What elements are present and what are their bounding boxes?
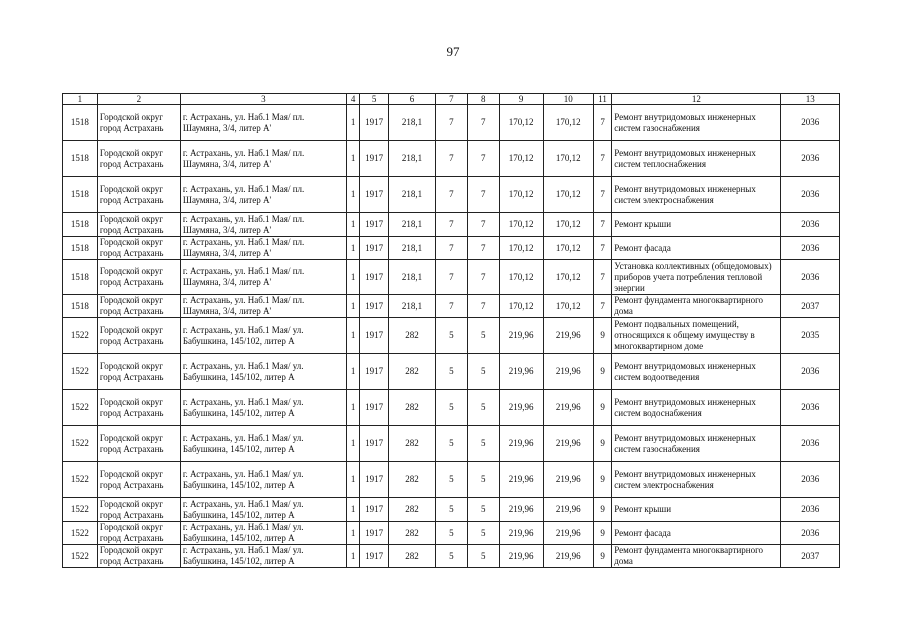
house-id-cell: 1522 — [63, 318, 98, 354]
table-row — [63, 237, 840, 260]
address-cell: г. Астрахань, ул. Наб.1 Мая/ ул. Бабушкина, 145/102, литер А — [180, 426, 346, 462]
column-header: 12 — [612, 94, 781, 105]
house-id-cell: 1522 — [63, 390, 98, 426]
col11-cell: 9 — [593, 390, 611, 426]
col4-cell: 1 — [346, 498, 359, 522]
col10-cell: 219,96 — [543, 426, 593, 462]
col11-cell: 9 — [593, 522, 611, 545]
municipality-cell: Городской округ город Астрахань — [97, 105, 180, 141]
area-cell: 282 — [388, 354, 435, 390]
municipality-cell: Городской округ город Астрахань — [97, 177, 180, 213]
table-row — [63, 260, 840, 295]
year-built-cell: 1917 — [360, 260, 389, 295]
year-built-cell: 1917 — [360, 213, 389, 237]
year-built-cell: 1917 — [360, 390, 389, 426]
year-built-cell: 1917 — [360, 105, 389, 141]
column-header: 11 — [593, 94, 611, 105]
column-header: 5 — [360, 94, 389, 105]
address-cell: г. Астрахань, ул. Наб.1 Мая/ пл. Шаумяна, 3/4, литер А' — [180, 237, 346, 260]
col8-cell: 5 — [467, 522, 499, 545]
col9-cell: 170,12 — [499, 177, 543, 213]
col11-cell: 9 — [593, 462, 611, 498]
col10-cell: 170,12 — [543, 295, 593, 318]
address-cell: г. Астрахань, ул. Наб.1 Мая/ ул. Бабушкина, 145/102, литер А — [180, 354, 346, 390]
address-cell: г. Астрахань, ул. Наб.1 Мая/ пл. Шаумяна, 3/4, литер А' — [180, 177, 346, 213]
work-type-cell: Ремонт внутридомовых инженерных систем газоснабжения — [612, 426, 781, 462]
planned-year-cell: 2035 — [781, 318, 840, 354]
year-built-cell: 1917 — [360, 141, 389, 177]
area-cell: 218,1 — [388, 295, 435, 318]
year-built-cell: 1917 — [360, 177, 389, 213]
table-row — [63, 498, 840, 522]
area-cell: 218,1 — [388, 177, 435, 213]
col10-cell: 170,12 — [543, 141, 593, 177]
column-header: 6 — [388, 94, 435, 105]
house-id-cell: 1522 — [63, 545, 98, 568]
col4-cell: 1 — [346, 462, 359, 498]
col9-cell: 219,96 — [499, 545, 543, 568]
municipality-cell: Городской округ город Астрахань — [97, 260, 180, 295]
work-type-cell: Ремонт внутридомовых инженерных систем теплоснабжения — [612, 141, 781, 177]
register-table — [62, 93, 840, 568]
planned-year-cell: 2036 — [781, 237, 840, 260]
col7-cell: 5 — [436, 390, 468, 426]
table-row — [63, 522, 840, 545]
area-cell: 218,1 — [388, 105, 435, 141]
address-cell: г. Астрахань, ул. Наб.1 Мая/ пл. Шаумяна, 3/4, литер А' — [180, 105, 346, 141]
table-row — [63, 354, 840, 390]
address-cell: г. Астрахань, ул. Наб.1 Мая/ ул. Бабушкина, 145/102, литер А — [180, 318, 346, 354]
municipality-cell: Городской округ город Астрахань — [97, 354, 180, 390]
planned-year-cell: 2036 — [781, 498, 840, 522]
column-header: 9 — [499, 94, 543, 105]
col9-cell: 219,96 — [499, 522, 543, 545]
column-header: 8 — [467, 94, 499, 105]
house-id-cell: 1522 — [63, 498, 98, 522]
col9-cell: 219,96 — [499, 390, 543, 426]
col7-cell: 5 — [436, 498, 468, 522]
col4-cell: 1 — [346, 237, 359, 260]
area-cell: 218,1 — [388, 141, 435, 177]
area-cell: 218,1 — [388, 260, 435, 295]
house-id-cell: 1518 — [63, 260, 98, 295]
column-header: 2 — [97, 94, 180, 105]
work-type-cell: Ремонт фасада — [612, 522, 781, 545]
col11-cell: 9 — [593, 426, 611, 462]
area-cell: 282 — [388, 545, 435, 568]
address-cell: г. Астрахань, ул. Наб.1 Мая/ пл. Шаумяна, 3/4, литер А' — [180, 141, 346, 177]
work-type-cell: Ремонт подвальных помещений, относящихся к общему имуществу в многоквартирном доме — [612, 318, 781, 354]
year-built-cell: 1917 — [360, 498, 389, 522]
col8-cell: 7 — [467, 105, 499, 141]
col8-cell: 5 — [467, 390, 499, 426]
col9-cell: 170,12 — [499, 295, 543, 318]
col9-cell: 170,12 — [499, 213, 543, 237]
work-type-cell: Ремонт фундамента многоквартирного дома — [612, 545, 781, 568]
column-number-row — [63, 94, 840, 105]
col9-cell: 219,96 — [499, 462, 543, 498]
col9-cell: 219,96 — [499, 426, 543, 462]
municipality-cell: Городской округ город Астрахань — [97, 522, 180, 545]
area-cell: 282 — [388, 462, 435, 498]
area-cell: 282 — [388, 498, 435, 522]
municipality-cell: Городской округ город Астрахань — [97, 545, 180, 568]
col8-cell: 5 — [467, 354, 499, 390]
col11-cell: 7 — [593, 295, 611, 318]
col10-cell: 170,12 — [543, 237, 593, 260]
col4-cell: 1 — [346, 426, 359, 462]
col9-cell: 219,96 — [499, 498, 543, 522]
col10-cell: 219,96 — [543, 462, 593, 498]
work-type-cell: Ремонт внутридомовых инженерных систем водоотведения — [612, 354, 781, 390]
col11-cell: 7 — [593, 141, 611, 177]
col8-cell: 5 — [467, 462, 499, 498]
area-cell: 282 — [388, 522, 435, 545]
planned-year-cell: 2036 — [781, 141, 840, 177]
col8-cell: 7 — [467, 295, 499, 318]
col4-cell: 1 — [346, 522, 359, 545]
col10-cell: 219,96 — [543, 498, 593, 522]
col4-cell: 1 — [346, 318, 359, 354]
col4-cell: 1 — [346, 354, 359, 390]
col4-cell: 1 — [346, 177, 359, 213]
municipality-cell: Городской округ город Астрахань — [97, 318, 180, 354]
col11-cell: 7 — [593, 177, 611, 213]
table-body — [63, 105, 840, 568]
col8-cell: 5 — [467, 498, 499, 522]
table-row — [63, 177, 840, 213]
year-built-cell: 1917 — [360, 354, 389, 390]
work-type-cell: Ремонт внутридомовых инженерных систем водоснабжения — [612, 390, 781, 426]
col4-cell: 1 — [346, 545, 359, 568]
col8-cell: 7 — [467, 260, 499, 295]
col4-cell: 1 — [346, 141, 359, 177]
col8-cell: 7 — [467, 237, 499, 260]
municipality-cell: Городской округ город Астрахань — [97, 498, 180, 522]
table-row — [63, 462, 840, 498]
col4-cell: 1 — [346, 260, 359, 295]
col9-cell: 170,12 — [499, 141, 543, 177]
col11-cell: 7 — [593, 105, 611, 141]
col9-cell: 170,12 — [499, 260, 543, 295]
address-cell: г. Астрахань, ул. Наб.1 Мая/ пл. Шаумяна, 3/4, литер А' — [180, 295, 346, 318]
year-built-cell: 1917 — [360, 522, 389, 545]
planned-year-cell: 2036 — [781, 105, 840, 141]
column-header: 7 — [436, 94, 468, 105]
col11-cell: 7 — [593, 213, 611, 237]
planned-year-cell: 2036 — [781, 426, 840, 462]
address-cell: г. Астрахань, ул. Наб.1 Мая/ ул. Бабушкина, 145/102, литер А — [180, 545, 346, 568]
col9-cell: 170,12 — [499, 237, 543, 260]
col10-cell: 170,12 — [543, 260, 593, 295]
col10-cell: 219,96 — [543, 522, 593, 545]
municipality-cell: Городской округ город Астрахань — [97, 237, 180, 260]
area-cell: 218,1 — [388, 213, 435, 237]
house-id-cell: 1522 — [63, 522, 98, 545]
column-header: 4 — [346, 94, 359, 105]
address-cell: г. Астрахань, ул. Наб.1 Мая/ пл. Шаумяна, 3/4, литер А' — [180, 213, 346, 237]
house-id-cell: 1522 — [63, 354, 98, 390]
house-id-cell: 1518 — [63, 141, 98, 177]
col7-cell: 7 — [436, 105, 468, 141]
work-type-cell: Ремонт крыши — [612, 213, 781, 237]
col7-cell: 7 — [436, 177, 468, 213]
year-built-cell: 1917 — [360, 237, 389, 260]
col9-cell: 170,12 — [499, 105, 543, 141]
municipality-cell: Городской округ город Астрахань — [97, 295, 180, 318]
municipality-cell: Городской округ город Астрахань — [97, 390, 180, 426]
col9-cell: 219,96 — [499, 354, 543, 390]
municipality-cell: Городской округ город Астрахань — [97, 213, 180, 237]
work-type-cell: Ремонт внутридомовых инженерных систем газоснабжения — [612, 105, 781, 141]
area-cell: 282 — [388, 426, 435, 462]
col11-cell: 9 — [593, 545, 611, 568]
page-number: 97 — [446, 44, 460, 59]
planned-year-cell: 2036 — [781, 522, 840, 545]
col10-cell: 219,96 — [543, 390, 593, 426]
house-id-cell: 1522 — [63, 462, 98, 498]
col7-cell: 5 — [436, 545, 468, 568]
col10-cell: 170,12 — [543, 105, 593, 141]
table-row — [63, 141, 840, 177]
area-cell: 218,1 — [388, 237, 435, 260]
col7-cell: 7 — [436, 213, 468, 237]
area-cell: 282 — [388, 390, 435, 426]
col4-cell: 1 — [346, 213, 359, 237]
col4-cell: 1 — [346, 105, 359, 141]
planned-year-cell: 2036 — [781, 177, 840, 213]
table-row — [63, 295, 840, 318]
work-type-cell: Ремонт внутридомовых инженерных систем электроснабжения — [612, 177, 781, 213]
table-row — [63, 545, 840, 568]
table-row — [63, 318, 840, 354]
year-built-cell: 1917 — [360, 426, 389, 462]
col11-cell: 9 — [593, 354, 611, 390]
house-id-cell: 1518 — [63, 237, 98, 260]
col8-cell: 5 — [467, 426, 499, 462]
planned-year-cell: 2036 — [781, 260, 840, 295]
address-cell: г. Астрахань, ул. Наб.1 Мая/ ул. Бабушкина, 145/102, литер А — [180, 462, 346, 498]
col7-cell: 5 — [436, 318, 468, 354]
municipality-cell: Городской округ город Астрахань — [97, 426, 180, 462]
work-type-cell: Ремонт фасада — [612, 237, 781, 260]
table-row — [63, 213, 840, 237]
work-type-cell: Ремонт фундамента многоквартирного дома — [612, 295, 781, 318]
municipality-cell: Городской округ город Астрахань — [97, 141, 180, 177]
year-built-cell: 1917 — [360, 295, 389, 318]
col10-cell: 219,96 — [543, 545, 593, 568]
address-cell: г. Астрахань, ул. Наб.1 Мая/ пл. Шаумяна, 3/4, литер А' — [180, 260, 346, 295]
col7-cell: 7 — [436, 295, 468, 318]
col7-cell: 5 — [436, 426, 468, 462]
year-built-cell: 1917 — [360, 318, 389, 354]
col4-cell: 1 — [346, 390, 359, 426]
house-id-cell: 1522 — [63, 426, 98, 462]
col11-cell: 7 — [593, 237, 611, 260]
col11-cell: 9 — [593, 498, 611, 522]
column-header: 1 — [63, 94, 98, 105]
planned-year-cell: 2036 — [781, 462, 840, 498]
col11-cell: 9 — [593, 318, 611, 354]
house-id-cell: 1518 — [63, 295, 98, 318]
planned-year-cell: 2036 — [781, 390, 840, 426]
col11-cell: 7 — [593, 260, 611, 295]
col7-cell: 5 — [436, 354, 468, 390]
house-id-cell: 1518 — [63, 105, 98, 141]
col10-cell: 170,12 — [543, 213, 593, 237]
col7-cell: 7 — [436, 237, 468, 260]
table-row — [63, 426, 840, 462]
col7-cell: 7 — [436, 141, 468, 177]
col10-cell: 219,96 — [543, 318, 593, 354]
table-row — [63, 390, 840, 426]
house-id-cell: 1518 — [63, 213, 98, 237]
year-built-cell: 1917 — [360, 462, 389, 498]
planned-year-cell: 2036 — [781, 213, 840, 237]
work-type-cell: Установка коллективных (общедомовых) приборов учета потребления тепловой энергии — [612, 260, 781, 295]
col8-cell: 5 — [467, 318, 499, 354]
column-header: 3 — [180, 94, 346, 105]
col9-cell: 219,96 — [499, 318, 543, 354]
planned-year-cell: 2036 — [781, 354, 840, 390]
planned-year-cell: 2037 — [781, 295, 840, 318]
municipality-cell: Городской округ город Астрахань — [97, 462, 180, 498]
col10-cell: 170,12 — [543, 177, 593, 213]
col7-cell: 5 — [436, 462, 468, 498]
area-cell: 282 — [388, 318, 435, 354]
col8-cell: 7 — [467, 141, 499, 177]
col10-cell: 219,96 — [543, 354, 593, 390]
col8-cell: 5 — [467, 545, 499, 568]
col7-cell: 5 — [436, 522, 468, 545]
work-type-cell: Ремонт внутридомовых инженерных систем электроснабжения — [612, 462, 781, 498]
col8-cell: 7 — [467, 213, 499, 237]
col4-cell: 1 — [346, 295, 359, 318]
year-built-cell: 1917 — [360, 545, 389, 568]
work-type-cell: Ремонт крыши — [612, 498, 781, 522]
house-id-cell: 1518 — [63, 177, 98, 213]
column-header: 10 — [543, 94, 593, 105]
address-cell: г. Астрахань, ул. Наб.1 Мая/ ул. Бабушкина, 145/102, литер А — [180, 390, 346, 426]
address-cell: г. Астрахань, ул. Наб.1 Мая/ ул. Бабушкина, 145/102, литер А — [180, 522, 346, 545]
col7-cell: 7 — [436, 260, 468, 295]
column-header: 13 — [781, 94, 840, 105]
address-cell: г. Астрахань, ул. Наб.1 Мая/ ул. Бабушкина, 145/102, литер А — [180, 498, 346, 522]
table-row — [63, 105, 840, 141]
col8-cell: 7 — [467, 177, 499, 213]
planned-year-cell: 2037 — [781, 545, 840, 568]
